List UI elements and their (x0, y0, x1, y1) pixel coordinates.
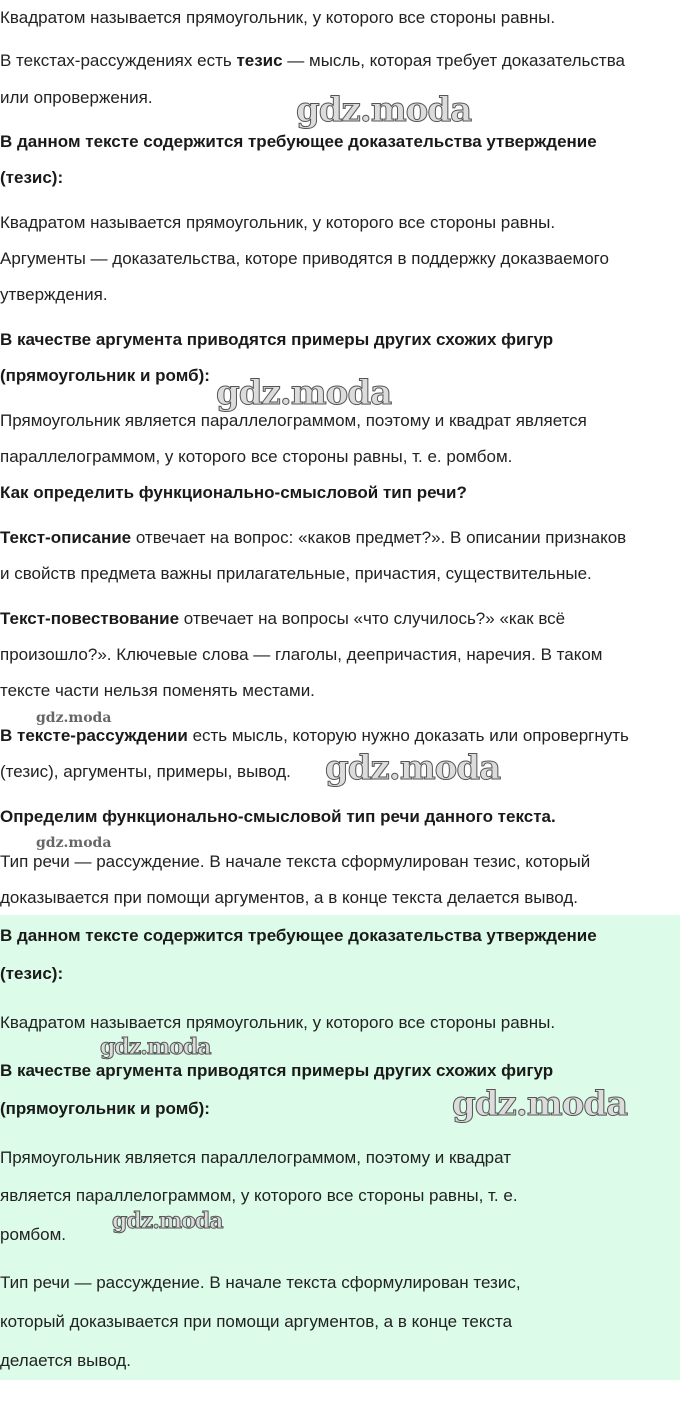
answer-heading: (тезис): (0, 964, 64, 983)
answer-line: является параллелограммом, у которого все стороны равны, т. е. (0, 1186, 518, 1205)
watermark: gdz.moda (100, 1034, 211, 1060)
watermark: gdz.moda (36, 710, 112, 726)
text-line: произошло?». Ключевые слова — глаголы, деепричастия, наречия. В таком (0, 645, 603, 664)
answer-line: Прямоугольник является параллелограммом, поэтому и квадрат (0, 1148, 511, 1167)
text-line: Квадратом называется прямоугольник, у которого все стороны равны. (0, 8, 556, 27)
text-line: Аргументы — доказательства, которе приводятся в поддержку доказваемого (0, 249, 609, 268)
watermark: gdz.moda (296, 90, 472, 130)
answer-line: ромбом. (0, 1225, 67, 1244)
watermark: gdz.moda (452, 1084, 628, 1124)
answer-heading: (прямоугольник и ромб): (0, 1099, 210, 1118)
watermark: gdz.moda (216, 373, 392, 413)
text-line: Текст-повествование отвечает на вопросы «что случилось?» «как всё (0, 609, 566, 628)
watermark: gdz.moda (325, 748, 501, 788)
text-line: и свойств предмета важны прилагательные, причастия, существительные. (0, 564, 592, 583)
text-line: тексте части нельзя поменять местами. (0, 681, 315, 700)
answer-line: Тип речи — рассуждение. В начале текста сформулирован тезис, (0, 1273, 521, 1292)
answer-line: Квадратом называется прямоугольник, у которого все стороны равны. (0, 1013, 556, 1032)
answer-line: делается вывод. (0, 1351, 131, 1370)
bold-heading: Как определить функционально-смысловой тип речи? (0, 483, 467, 502)
text-line: В тексте-рассуждении есть мысль, которую нужно доказать или опровергнуть (0, 726, 629, 745)
watermark: gdz.moda (112, 1208, 223, 1234)
text-line: Прямоугольник является параллелограммом, поэтому и квадрат является (0, 411, 587, 430)
answer-heading: В данном тексте содержится требующее доказательства утверждение (0, 926, 597, 945)
text-line: или опровержения. (0, 88, 153, 107)
bold-heading: В качестве аргумента приводятся примеры других схожих фигур (0, 330, 554, 349)
bold-heading: (тезис): (0, 168, 64, 187)
bold-heading: (прямоугольник и ромб): (0, 366, 210, 385)
text-line: доказывается при помощи аргументов, а в конце текста делается вывод. (0, 888, 579, 907)
text-line: параллелограммом, у которого все стороны равны, т. е. ромбом. (0, 447, 513, 466)
watermark: gdz.moda (36, 835, 112, 851)
answer-heading: В качестве аргумента приводятся примеры других схожих фигур (0, 1061, 554, 1080)
bold-heading: В данном тексте содержится требующее доказательства утверждение (0, 132, 597, 151)
text-line: Текст-описание отвечает на вопрос: «каков предмет?». В описании признаков (0, 528, 627, 547)
text-line: (тезис), аргументы, примеры, вывод. (0, 762, 291, 781)
text-line: Тип речи — рассуждение. В начале текста сформулирован тезис, который (0, 852, 591, 871)
text-line: В текстах-рассуждениях есть тезис — мысль, которая требует доказательства (0, 51, 625, 70)
text-line: Квадратом называется прямоугольник, у которого все стороны равны. (0, 213, 556, 232)
text-line: утверждения. (0, 285, 108, 304)
answer-line: который доказывается при помощи аргументов, а в конце текста (0, 1312, 513, 1331)
bold-heading: Определим функционально-смысловой тип речи данного текста. (0, 807, 556, 826)
